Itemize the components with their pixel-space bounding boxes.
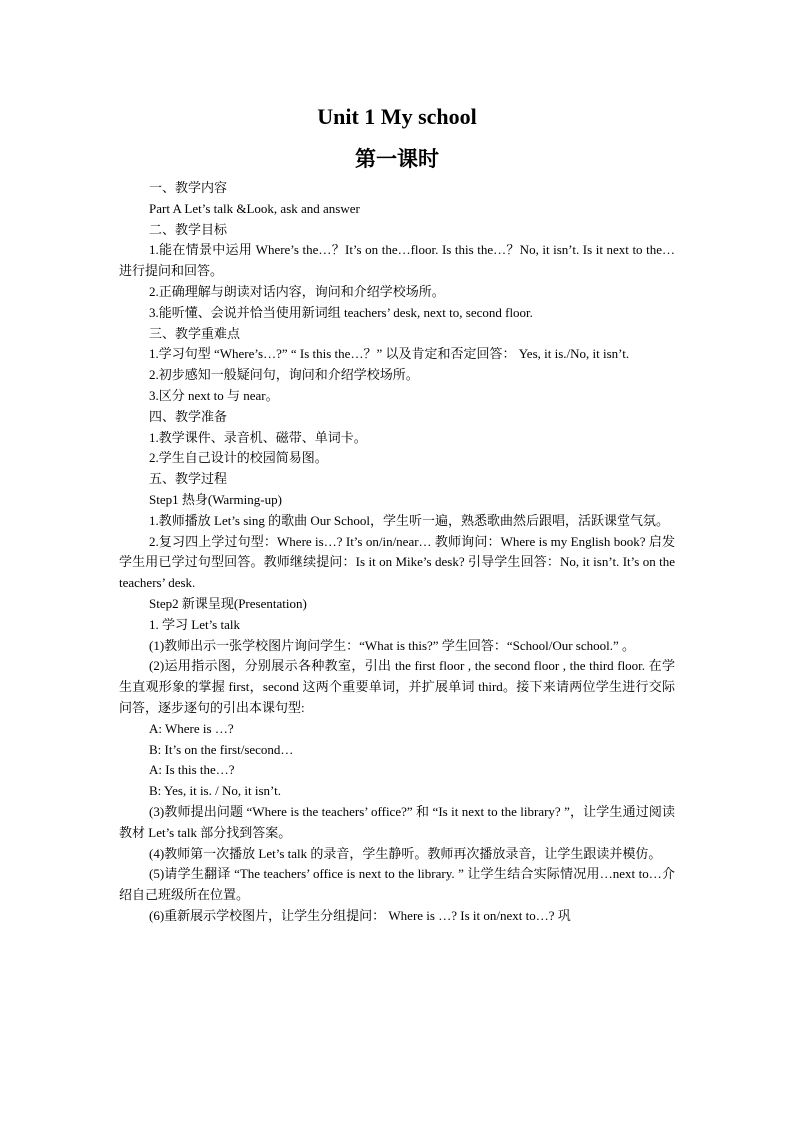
paragraph: (6)重新展示学校图片，让学生分组提问： Where is …? Is it on/next to…? 巩	[149, 907, 571, 923]
paragraph: (5)请学生翻译 “The teachers’ office is next to the library. ” 让学生结合实际情况用…next to…介绍自己班级所在位置。	[119, 866, 675, 903]
paragraph: 1.教学课件、录音机、磁带、单词卡。	[149, 429, 367, 445]
section-heading-preparation: 四、教学准备	[149, 408, 228, 424]
document-body	[119, 178, 675, 927]
section-heading-objectives: 二、教学目标	[149, 221, 228, 237]
paragraph: (3)教师提出问题 “Where is the teachers’ office?” 和 “Is it next to the library? ”，让学生通过阅读教材 Let’s talk 部分找到答案。	[119, 803, 675, 840]
paragraph: 2.复习四上学过句型：Where is…? It’s on/in/near… 教师询问：Where is my English book? 启发学生用已学过句型回答。教师继续提问：Is it on Mike’s desk? 引导学生回答：No, it isn’t. It’s on the teachers’ desk.	[119, 533, 675, 591]
section-heading-key-points: 三、教学重难点	[149, 325, 241, 341]
paragraph: (2)运用指示图，分别展示各种教室，引出 the first floor , the second floor , the third floor. 在学生直观形象的掌握 first，second 这两个重要单词，并扩展单词 third。接下来请两位学生进行交际问答，逐步逐句的引出本课句型:	[119, 658, 675, 715]
paragraph: Part A Let’s talk &Look, ask and answer	[149, 200, 360, 216]
sub-heading: 1. 学习 Let’s talk	[149, 616, 240, 632]
paragraph: 2.正确理解与朗读对话内容，询问和介绍学校场所。	[149, 283, 445, 299]
paragraph: 2.初步感知一般疑问句，询问和介绍学校场所。	[149, 367, 419, 383]
paragraph: 2.学生自己设计的校园简易图。	[149, 450, 328, 466]
step-heading: Step2 新课呈现(Presentation)	[149, 595, 307, 611]
dialogue-line: A: Where is …?	[149, 720, 234, 736]
dialogue-line: A: Is this the…?	[149, 762, 235, 778]
dialogue-line: B: Yes, it is. / No, it isn’t.	[149, 783, 281, 799]
lesson-subtitle: 第一课时	[355, 147, 439, 171]
section-heading-process: 五、教学过程	[149, 471, 228, 487]
paragraph: 3.能听懂、会说并恰当使用新词组 teachers’ desk, next to, second floor.	[149, 304, 533, 320]
section-heading-content: 一、教学内容	[149, 180, 228, 195]
paragraph: 1.能在情景中运用 Where’s the…？It’s on the…floor. Is this the…？No, it isn’t. Is it next to the…进行提问和回答。	[119, 242, 675, 279]
paragraph: (1)教师出示一张学校图片询问学生：“What is this?” 学生回答：“School/Our school.” 。	[149, 637, 635, 653]
paragraph: 1.学习句型 “Where’s…?” “ Is this the…？” 以及肯定和否定回答： Yes, it is./No, it isn’t.	[149, 346, 630, 362]
dialogue-line: B: It’s on the first/second…	[149, 741, 294, 757]
paragraph: 1.教师播放 Let’s sing 的歌曲 Our School，学生听一遍，熟悉歌曲然后跟唱，活跃课堂气氛。	[149, 512, 669, 528]
paragraph: 3.区分 next to 与 near。	[149, 387, 279, 403]
document-title: Unit 1 My school	[317, 104, 477, 129]
step-heading: Step1 热身(Warming-up)	[149, 491, 282, 507]
paragraph: (4)教师第一次播放 Let’s talk 的录音，学生静听。教师再次播放录音，让学生跟读并模仿。	[149, 845, 662, 861]
